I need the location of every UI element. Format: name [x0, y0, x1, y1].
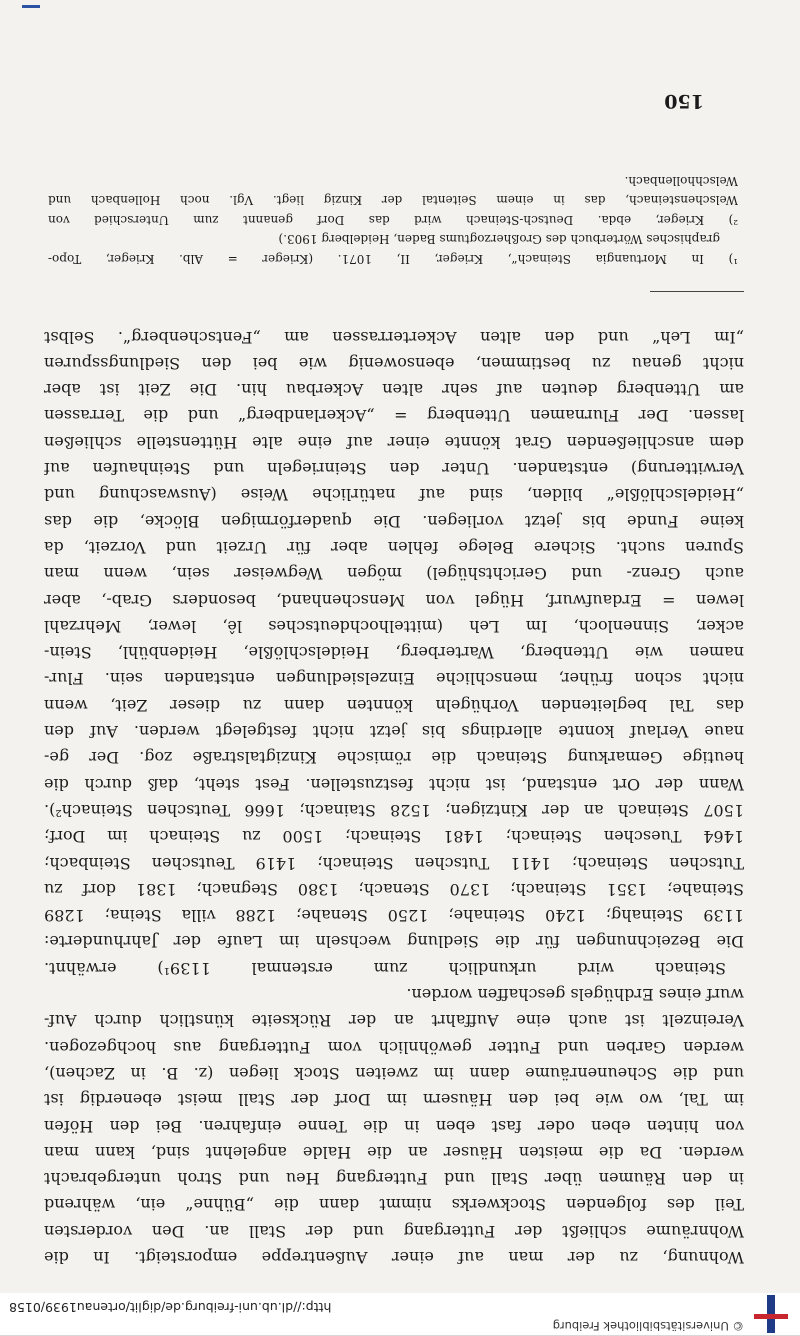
text-line: lassen. Der Flurnamen Uttenberg = „Ackerlandberg“ und die Terrassen [44, 406, 744, 426]
text-line: auch Grenz- und Gerichtshügel) mögen Wegweiser sein, wenn man [44, 564, 744, 584]
footnote-line: ¹) In Mortuangia Steinach“, Krieger, II, 1071. (Krieger = Alb. Krieger, Topo- [48, 252, 738, 266]
body-text [44, 323, 744, 1270]
viewer-footer [0, 1293, 800, 1336]
text-line: Wohnung, zu der man auf einer Außentreppe emporsteigt. In die [44, 1248, 744, 1267]
text-line: Teil des folgenden Stockwerks nimmt dann die „Bühne“ ein, während [44, 1195, 744, 1215]
text-line: in den Räumen über Stall und Futtergang Heu und Stroh untergebracht [44, 1169, 744, 1189]
text-line: und die Scheunenräume dann im zweiten Stock liegen (z. B. in Zachen), [44, 1063, 744, 1083]
text-line: von hinten eben oder fast eben in die Tenne einfahren. Bei den Höfen [44, 1116, 744, 1136]
text-line: „Heidelschlößle“ bilden, sind auf natürliche Weise (Auswaschung und [44, 485, 744, 505]
text-line: „Im Leh“ und den alten Ackerterrassen am „Fentschenberg“. Selbst [44, 327, 744, 347]
footnote-line: ²) Krieger, ebda. Deutsch-Steinach wird das Dorf genannt zum Unterschied von [48, 213, 738, 227]
text-line: lewen = Erdaufwurf, Hügel von Menschenhand, besonders Grab-, aber [44, 590, 744, 610]
footnote-line: Welschhollenbach. [624, 174, 738, 188]
page-number: 150 [664, 90, 704, 112]
text-line: Wohnräume schließt der Futtergang und der Stall an. Den vordersten [44, 1221, 744, 1241]
text-line: Steinach wird urkundlich zum erstenmal 1139¹) erwähnt. [44, 958, 726, 978]
text-line: keine Funde bis jetzt vorliegen. Die quaderförmigen Blöcke, die das [44, 511, 744, 531]
text-line: nicht genau zu bestimmen, ebensowenig wie bei den Siedlungsspuren [44, 353, 744, 373]
text-line: naue Verlauf konnte allerdings bis jetzt nicht festgelegt werden. Auf den [44, 722, 744, 742]
text-line: das Tal begleitenden Vorhügeln könnten dann zu dieser Zeit, wenn [44, 695, 744, 715]
text-line: im Tal, wo wie bei den Häusern im Dorf der Stall meist ebenerdig ist [44, 1090, 744, 1110]
text-line: heutige Gemarkung Steinach die römische Kinzigtalstraße zog. Der ge- [44, 748, 744, 768]
text-line: nicht schon früher, menschliche Einzelsiedlungen entstanden sein. Flur- [44, 669, 744, 689]
text-line: acker, Sinnenloch, Im Leh (mittelhochdeutsches lê, lewer, Mehrzahl [44, 616, 744, 636]
text-line: Verwitterung) entstanden. Unter den Steinriegeln und Steinhaufen auf [44, 459, 744, 479]
source-url-link[interactable]: http://dl.ub.uni-freiburg.de/diglit/ortenau1939/0158 [9, 1300, 332, 1315]
text-line: Spuren sucht. Sichere Belege fehlen aber für Urzeit und Vorzeit, da [44, 537, 744, 557]
text-line: dem anschließenden Grat könnte einer auf eine alte Hüttenstelle schließen [44, 432, 744, 452]
text-line: 1507 Steinach an der Kintzigen; 1528 Stainach; 1666 Teutschen Steinach²). [44, 800, 744, 820]
text-line: Vereinzelt ist auch eine Auffahrt an der Rückseite künstlich durch Auf- [44, 1011, 744, 1031]
copyright-text: © Universitätsbibliothek Freiburg [552, 1319, 744, 1333]
text-line: 1139 Steinahg; 1240 Steinahe; 1250 Stenahe; 1288 villa Steina; 1289 [44, 906, 744, 926]
text-line: Die Bezeichnungen für die Siedlung wechseln im Laufe der Jahrhunderte: [44, 932, 744, 952]
text-line: Wann der Ort entstand, ist nicht festzustellen. Fest steht, daß durch die [44, 774, 744, 794]
footnote-line: graphisches Wörterbuch des Großherzogtums Baden, Heidelberg 1903.) [278, 232, 720, 247]
text-line: Steinahe; 1351 Steinach; 1370 Stenach; 1380 Stegnach; 1381 dorf zu [44, 879, 744, 899]
footnotes [48, 171, 738, 269]
text-line: wurf eines Erdhügels geschaffen worden. [406, 985, 744, 1005]
text-line: namen wie Uttenberg, Warterberg, Heidelschlößle, Heidenbühl, Stein- [44, 643, 744, 663]
scan-edge-marker [22, 5, 40, 8]
footnote-line: Welschensteinach, das in einem Seitental der Kinzig liegt. Vgl. noch Hollenbach und [48, 193, 738, 208]
text-line: Tutschen Steinach; 1411 Tutschen Steinach; 1419 Teutschen Steinbach; [44, 853, 744, 873]
text-line: werden. Da die meisten Häuser an die Halde angelehnt sind, kann man [44, 1142, 744, 1162]
footnote-divider [650, 291, 744, 292]
text-line: werden Garben und Futter gewöhnlich vom Futtergang aus hochgezogen. [44, 1037, 744, 1057]
text-line: 1464 Tueschen Steinach; 1481 Steinach; 1500 zu Steinach im Dorf; [44, 827, 744, 847]
text-line: am Uttenberg deuten auf sehr alten Ackerbau hin. Die Zeit ist aber [44, 380, 744, 400]
